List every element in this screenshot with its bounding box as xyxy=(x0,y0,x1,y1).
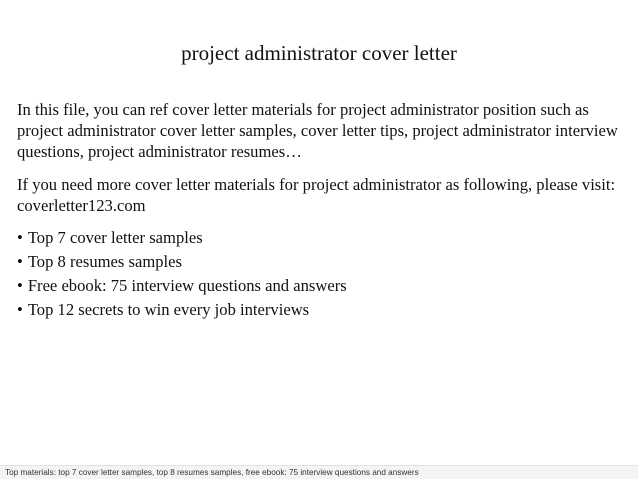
list-item-text: Top 12 secrets to win every job interviews xyxy=(27,300,310,319)
list-item xyxy=(17,276,629,296)
materials-list xyxy=(17,228,629,320)
list-item xyxy=(17,228,629,248)
list-item xyxy=(17,300,629,320)
bullet-icon: • xyxy=(17,276,23,295)
bullet-icon: • xyxy=(17,228,23,247)
list-item-text: Top 7 cover letter samples xyxy=(27,228,203,247)
slide-body xyxy=(17,99,629,324)
slide-title: project administrator cover letter xyxy=(181,41,457,65)
more-materials-paragraph: If you need more cover letter materials for project administrator as following, please visit: coverletter123.com xyxy=(17,175,616,215)
bullet-icon: • xyxy=(17,300,23,319)
intro-paragraph: In this file, you can ref cover letter materials for project administrator position such as project administrator cover letter samples, cover letter tips, project administrator interview questions, project administrator resumes… xyxy=(17,100,618,161)
list-item-text: Free ebook: 75 interview questions and answers xyxy=(27,276,347,295)
list-item xyxy=(17,252,629,272)
footer-bar: Top materials: top 7 cover letter samples, top 8 resumes samples, free ebook: 75 interview questions and answers xyxy=(0,465,638,479)
list-item-text: Top 8 resumes samples xyxy=(27,252,182,271)
bullet-icon: • xyxy=(17,252,23,271)
